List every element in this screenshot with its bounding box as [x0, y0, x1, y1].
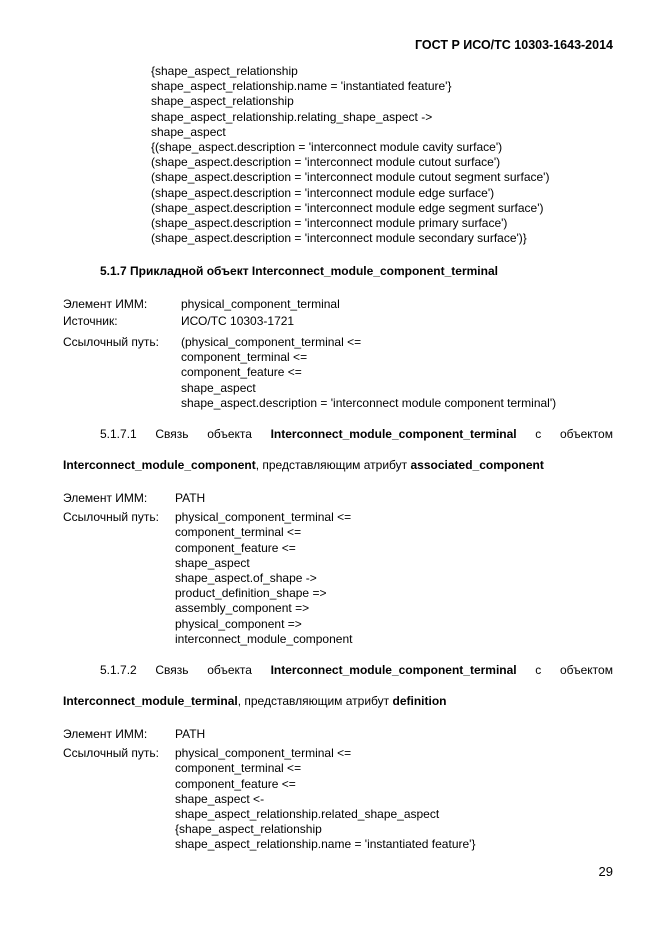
code-line: {shape_aspect_relationship: [151, 64, 298, 78]
ref-line: component_terminal <=: [175, 525, 302, 540]
code-line: (shape_aspect.description = 'interconnect module secondary surface')}: [151, 231, 527, 246]
ref-line: component_feature <=: [175, 540, 296, 555]
ref-line: shape_aspect_relationship.related_shape_aspect: [175, 807, 440, 822]
section-heading-5171: [100, 427, 613, 441]
word: объектом: [559, 663, 613, 677]
section-number: 5.1.7.1: [100, 427, 137, 441]
ref-line: shape_aspect <-: [175, 791, 265, 806]
section-5171-continuation: [63, 458, 544, 472]
code-line: shape_aspect_relationship.name = 'instantiated feature'}: [151, 79, 452, 94]
target-entity: Interconnect_module_component: [63, 458, 256, 472]
element-label: Элемент ИММ:: [63, 727, 148, 741]
section-517-fields: [63, 297, 340, 329]
ref-line: physical_component_terminal <=: [175, 746, 352, 761]
section-5172-continuation: [63, 694, 447, 708]
ref-line: component_terminal <=: [175, 761, 302, 776]
attribute-name: definition: [392, 694, 447, 708]
word: Связь: [155, 427, 189, 441]
connector-text: , представляющим атрибут: [255, 458, 411, 472]
ref-line: interconnect_module_component: [175, 631, 353, 646]
document-code-header: ГОСТ Р ИСО/ТС 10303-1643-2014: [414, 38, 613, 52]
code-line: (shape_aspect.description = 'interconnect module cutout surface'): [151, 155, 501, 170]
ref-line: {shape_aspect_relationship: [175, 822, 322, 837]
ref-line: (physical_component_terminal <=: [181, 335, 362, 349]
code-line: (shape_aspect.description = 'interconnect module primary surface'): [151, 216, 508, 231]
ref-line: physical_component_terminal <=: [175, 510, 352, 525]
code-line: shape_aspect: [151, 124, 226, 139]
element-value: PATH: [175, 491, 206, 505]
ref-line: shape_aspect_relationship.name = 'instantiated feature'}: [175, 837, 476, 852]
word: Связь: [155, 663, 189, 677]
ref-line: shape_aspect: [181, 380, 256, 395]
section-517-ref: [63, 335, 556, 411]
ref-line: assembly_component =>: [175, 601, 310, 616]
ref-line: component_feature <=: [175, 776, 296, 791]
code-line: shape_aspect_relationship.relating_shape_aspect ->: [151, 109, 433, 124]
connector-text: , представляющим атрибут: [237, 694, 393, 708]
word: объектом: [559, 427, 613, 441]
code-line: {(shape_aspect.description = 'interconnect module cavity surface'): [151, 140, 503, 155]
source-label: Источник:: [63, 314, 118, 329]
code-line: (shape_aspect.description = 'interconnect module cutout segment surface'): [151, 170, 550, 185]
element-label: Элемент ИММ:: [63, 491, 148, 505]
code-line: shape_aspect_relationship: [151, 94, 294, 109]
ref-line: shape_aspect.description = 'interconnect module component terminal'): [181, 395, 557, 410]
ref-line: product_definition_shape =>: [175, 586, 327, 601]
ref-line: component_terminal <=: [181, 350, 308, 365]
continued-reference-path: [151, 64, 549, 246]
entity-name: Interconnect_module_component_terminal: [270, 663, 517, 677]
section-heading-5172: [100, 663, 613, 677]
word: объекта: [207, 663, 252, 677]
code-line: (shape_aspect.description = 'interconnect module edge segment surface'): [151, 200, 544, 215]
reference-path-label: Ссылочный путь:: [63, 335, 159, 349]
element-label: Элемент ИММ:: [63, 297, 148, 311]
ref-line: physical_component =>: [175, 616, 302, 631]
word: объекта: [207, 427, 252, 441]
ref-line: shape_aspect.of_shape ->: [175, 571, 317, 586]
ref-line: component_feature <=: [181, 365, 302, 380]
attribute-name: associated_component: [410, 458, 544, 472]
element-value: PATH: [175, 727, 206, 741]
section-number: 5.1.7.2: [100, 663, 137, 677]
code-line: (shape_aspect.description = 'interconnect module edge surface'): [151, 185, 495, 200]
reference-path-label: Ссылочный путь:: [63, 510, 159, 525]
source-value: ИСО/ТС 10303-1721: [181, 314, 295, 329]
reference-path-label: Ссылочный путь:: [63, 746, 159, 761]
word: с: [535, 663, 542, 677]
section-5171-fields: [63, 491, 352, 647]
element-value: physical_component_terminal: [181, 297, 340, 311]
entity-name: Interconnect_module_component_terminal: [270, 427, 517, 441]
section-5172-fields: [63, 727, 475, 853]
ref-line: shape_aspect: [175, 555, 250, 570]
word: с: [535, 427, 542, 441]
target-entity: Interconnect_module_terminal: [63, 694, 238, 708]
section-heading-517: 5.1.7 Прикладной объект Interconnect_module_component_terminal: [100, 264, 498, 278]
page-number: 29: [598, 864, 613, 879]
